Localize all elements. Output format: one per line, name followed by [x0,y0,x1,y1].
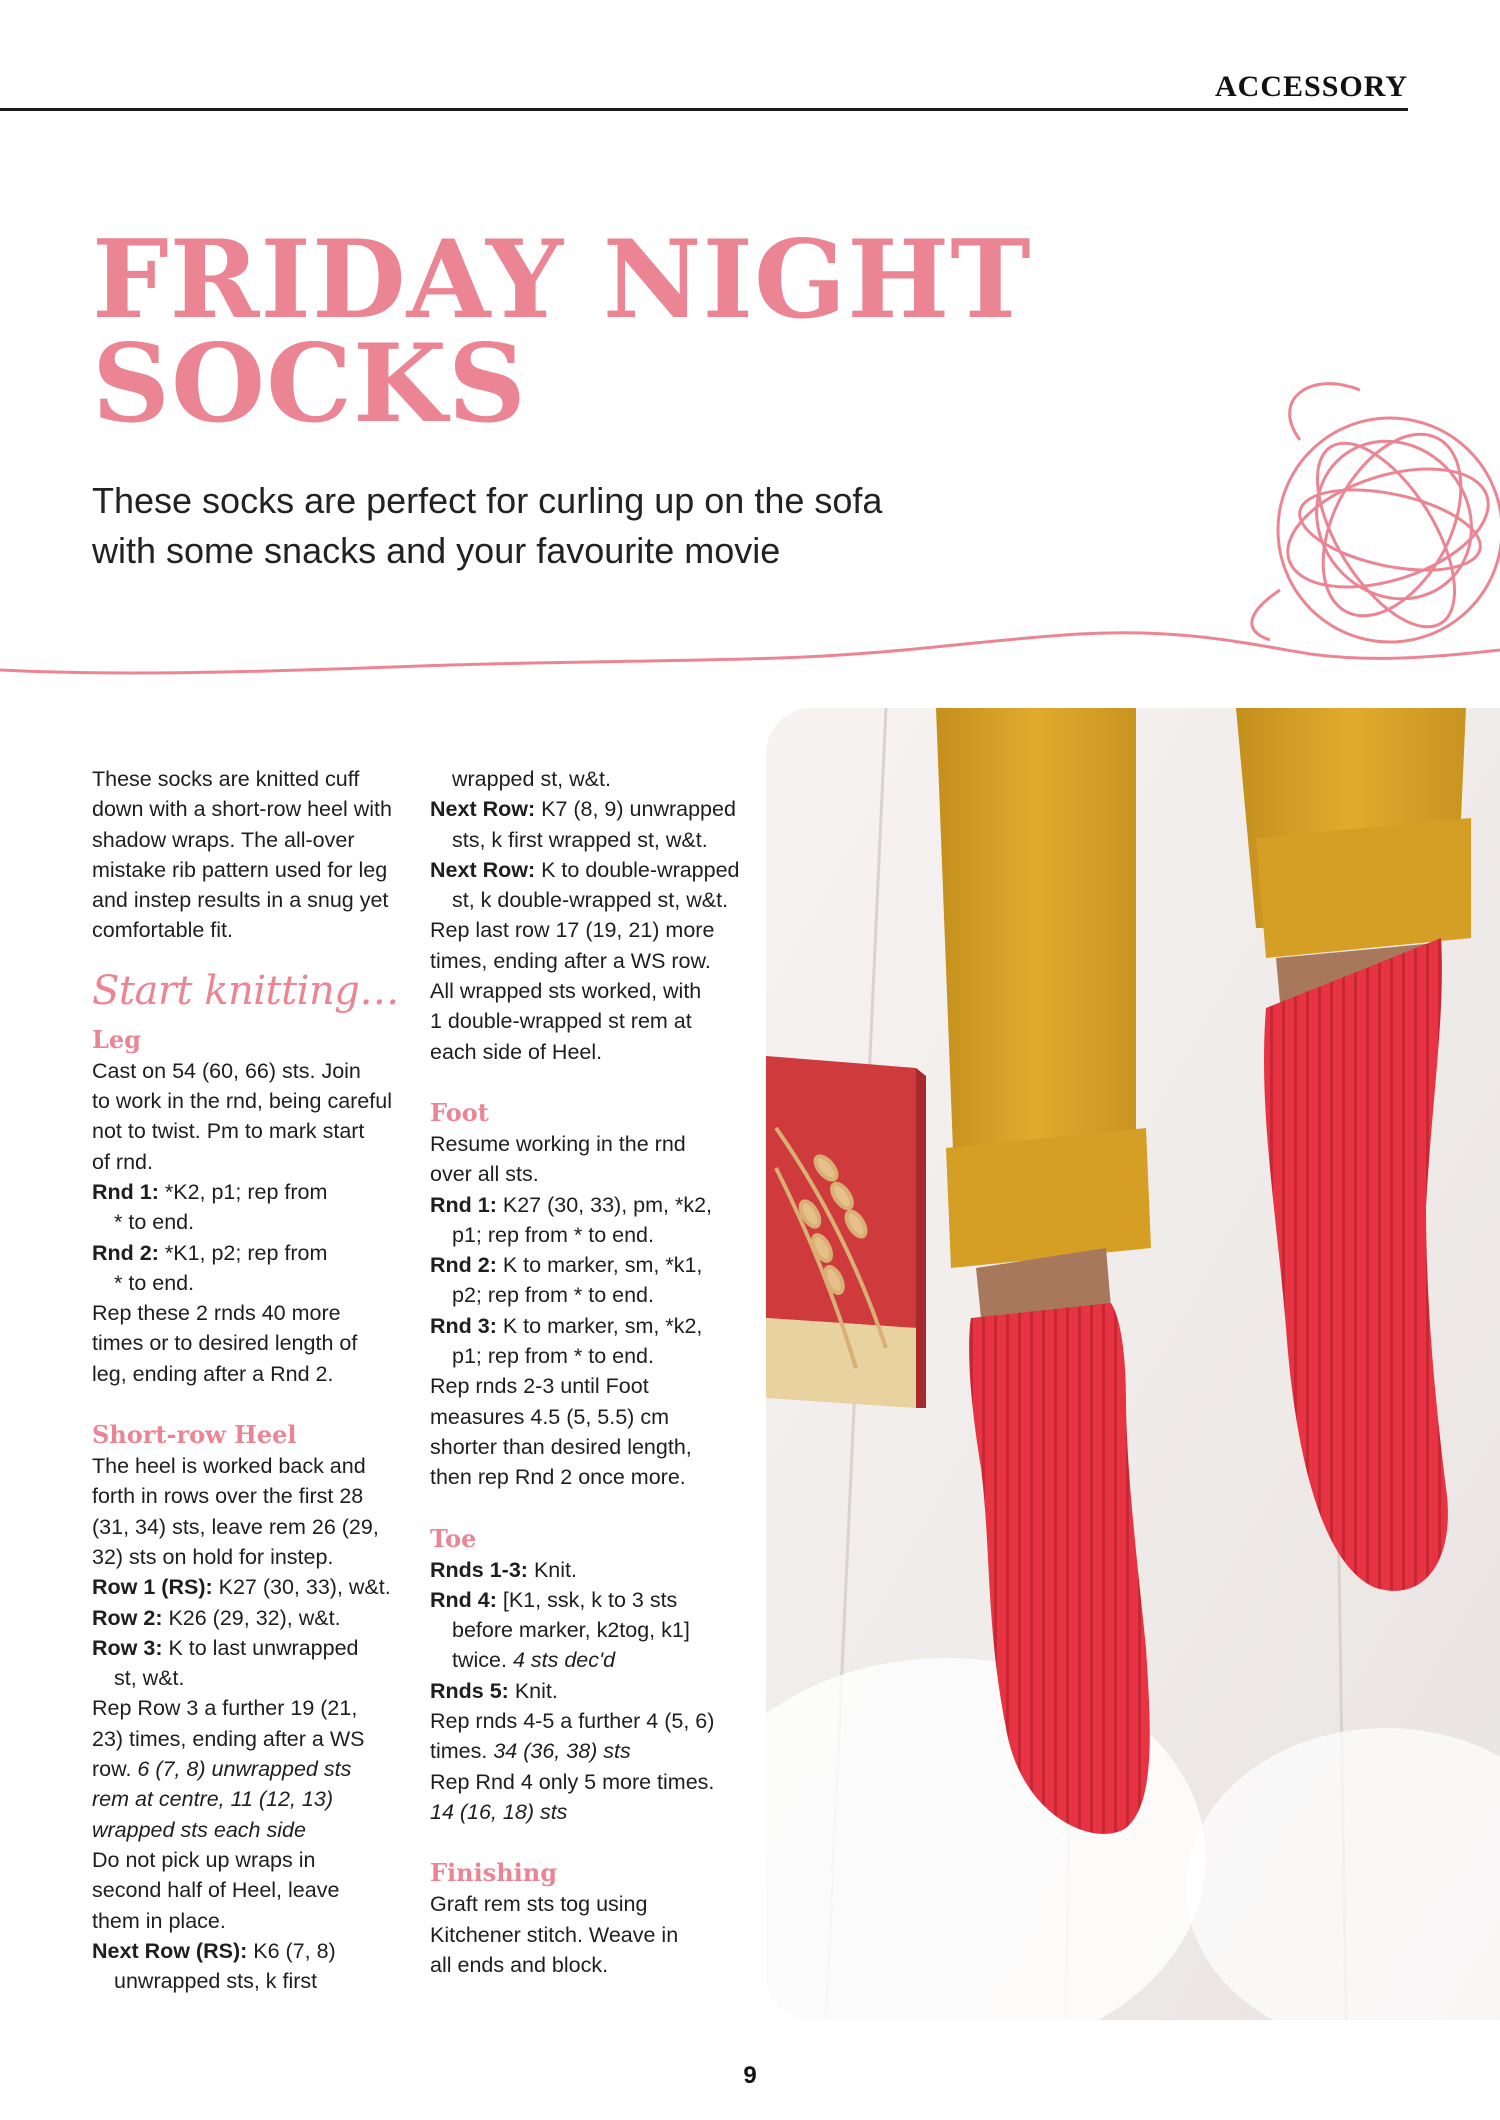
page-number: 9 [743,2062,757,2089]
column-2 [430,764,760,1980]
text-line: to work in the rnd, being careful [92,1089,392,1114]
instruction-text: K27 (30, 33), w&t. [212,1575,391,1600]
instruction-text: Knit. [527,1557,577,1582]
text-line: times or to desired length of [92,1331,358,1356]
instruction-label: Rnd 1: [430,1192,497,1217]
stitch-count: 34 (36, 38) sts [493,1739,631,1764]
text-line: All wrapped sts worked, with [430,979,702,1004]
intro-line: comfortable fit. [92,918,233,943]
instruction-label: Next Row: [430,857,536,882]
instruction-text: *K1, p2; rep from [158,1240,328,1265]
spacer [430,1827,760,1857]
text-line: all ends and block. [430,1952,609,1977]
instruction-label: Next Row (RS): [92,1938,248,1963]
instruction-label: Rnd 2: [430,1253,497,1278]
spacer [430,1067,760,1097]
text-line: Rep Row 3 a further 19 (21, [92,1696,358,1721]
text-line: * to end. [114,1210,195,1235]
intro-line: and instep results in a snug yet [92,888,389,913]
instruction-line [430,1585,760,1615]
intro-line: shadow wraps. The all-over [92,827,355,852]
text-line: unwrapped sts, k first [114,1969,318,1994]
text-line: 23) times, ending after a WS [92,1726,365,1751]
instruction-text: *K2, p1; rep from [158,1179,328,1204]
start-knitting-heading: Start knitting… [92,967,399,1014]
title-line-2: SOCKS [92,321,527,447]
instruction-label: Rnds 5: [430,1678,509,1703]
wavy-divider [0,600,1500,690]
instruction-text: K7 (8, 9) unwrapped [535,797,736,822]
instruction-text: K6 (7, 8) [247,1938,336,1963]
text-line: Resume working in the rnd [430,1131,686,1156]
text-line: forth in rows over the first 28 [92,1484,364,1509]
foot-heading: Foot [430,1097,489,1127]
text-line: them in place. [92,1908,226,1933]
text-line: shorter than desired length, [430,1434,692,1459]
text-line: p1; rep from * to end. [452,1222,654,1247]
stitch-count: 6 (7, 8) unwrapped sts [137,1757,352,1782]
text-line: st, k double-wrapped st, w&t. [452,888,729,913]
text-line [430,1736,760,1766]
article-title [92,217,1192,447]
text-line [430,1645,760,1675]
instruction-line [92,1633,414,1663]
text-line: The heel is worked back and [92,1454,366,1479]
instruction-text: K to marker, sm, *k1, [496,1253,703,1278]
text-line: each side of Heel. [430,1039,603,1064]
instruction-line [92,1936,414,1966]
instruction-label: Rnd 1: [92,1179,159,1204]
instruction-label: Rnd 3: [430,1313,497,1338]
intro-line: mistake rib pattern used for leg [92,857,388,882]
text-line: times, ending after a WS row. [430,948,711,973]
header-rule [0,108,1408,111]
intro-line: down with a short-row heel with [92,797,392,822]
article-standfirst [92,476,892,576]
instruction-line [92,1177,414,1207]
title-line-1: FRIDAY NIGHT [92,217,1032,343]
text-line: Graft rem sts tog using [430,1892,648,1917]
stitch-count: wrapped sts each side [92,1817,306,1842]
instruction-label: Rnd 4: [430,1587,497,1612]
text-run: row. [92,1757,138,1782]
instruction-text: Knit. [508,1678,558,1703]
section-label: ACCESSORY [1215,70,1408,103]
standfirst-line-1: These socks are perfect for curling up on the sofa [92,480,883,521]
text-line: sts, k first wrapped st, w&t. [452,827,708,852]
text-line: then rep Rnd 2 once more. [430,1465,686,1490]
heel-heading: Short-row Heel [92,1420,297,1450]
instruction-line [430,1250,760,1280]
text-line: Cast on 54 (60, 66) sts. Join [92,1058,361,1083]
instruction-label: Row 3: [92,1635,163,1660]
text-line: st, w&t. [114,1666,185,1691]
instruction-line [430,1311,760,1341]
text-line: Do not pick up wraps in [92,1847,316,1872]
stitch-count: 4 sts dec'd [512,1648,616,1673]
text-line: wrapped st, w&t. [452,767,611,791]
text-line: 1 double-wrapped st rem at [430,1009,692,1034]
instruction-line [430,1190,760,1220]
text-line [92,1754,414,1784]
instruction-line [92,1603,414,1633]
text-line: 32) sts on hold for instep. [92,1544,334,1569]
text-line: Rep rnds 4-5 a further 4 (5, 6) [430,1709,715,1734]
intro-line: These socks are knitted cuff [92,767,360,791]
socks-photo [766,708,1500,2020]
text-run: times. [430,1739,494,1764]
text-line: Rep these 2 rnds 40 more [92,1301,341,1326]
instruction-label: Rnd 2: [92,1240,159,1265]
text-line: * to end. [114,1270,195,1295]
text-line: (31, 34) sts, leave rem 26 (29, [92,1514,379,1539]
text-line: second half of Heel, leave [92,1878,340,1903]
toe-heading: Toe [430,1523,477,1553]
text-line: Rep rnds 2-3 until Foot [430,1374,649,1399]
instruction-text: K26 (29, 32), w&t. [162,1605,341,1630]
instruction-line [92,1238,414,1268]
socks-photo-illustration [766,708,1500,2020]
instruction-label: Rnds 1-3: [430,1557,528,1582]
instruction-text: K to last unwrapped [162,1635,359,1660]
instruction-line [430,1555,760,1585]
book-illustration [766,1056,926,1408]
text-line: Rep last row 17 (19, 21) more [430,918,715,943]
text-line: leg, ending after a Rnd 2. [92,1361,334,1386]
instruction-line [430,855,760,885]
instruction-text: K to marker, sm, *k2, [496,1313,703,1338]
text-line: Rep Rnd 4 only 5 more times. [430,1769,715,1794]
instruction-line [430,794,760,824]
spacer [430,1493,760,1523]
text-line: p1; rep from * to end. [452,1344,654,1369]
instruction-line [430,1676,760,1706]
leg-heading: Leg [92,1024,141,1054]
text-line: Kitchener stitch. Weave in [430,1922,679,1947]
standfirst-line-2: with some snacks and your favourite movie [92,530,781,571]
instruction-text: [K1, ssk, k to 3 sts [496,1587,678,1612]
instruction-text: K27 (30, 33), pm, *k2, [496,1192,712,1217]
text-line: p2; rep from * to end. [452,1283,654,1308]
instruction-label: Next Row: [430,797,536,822]
text-run: twice. [452,1648,513,1673]
text-line: over all sts. [430,1162,539,1187]
text-line: not to twist. Pm to mark start [92,1119,365,1144]
column-1 [92,764,414,1996]
intro-paragraph [92,764,414,946]
instruction-line [92,1572,414,1602]
instruction-label: Row 2: [92,1605,163,1630]
text-line: measures 4.5 (5, 5.5) cm [430,1404,669,1429]
stitch-count: rem at centre, 11 (12, 13) [92,1787,333,1812]
finishing-heading: Finishing [430,1858,558,1888]
instruction-text: K to double-wrapped [535,857,740,882]
instruction-label: Row 1 (RS): [92,1575,213,1600]
text-line: before marker, k2tog, k1] [452,1618,690,1643]
spacer [92,1389,414,1419]
text-line: of rnd. [92,1149,153,1174]
stitch-count: 14 (16, 18) sts [430,1799,568,1824]
